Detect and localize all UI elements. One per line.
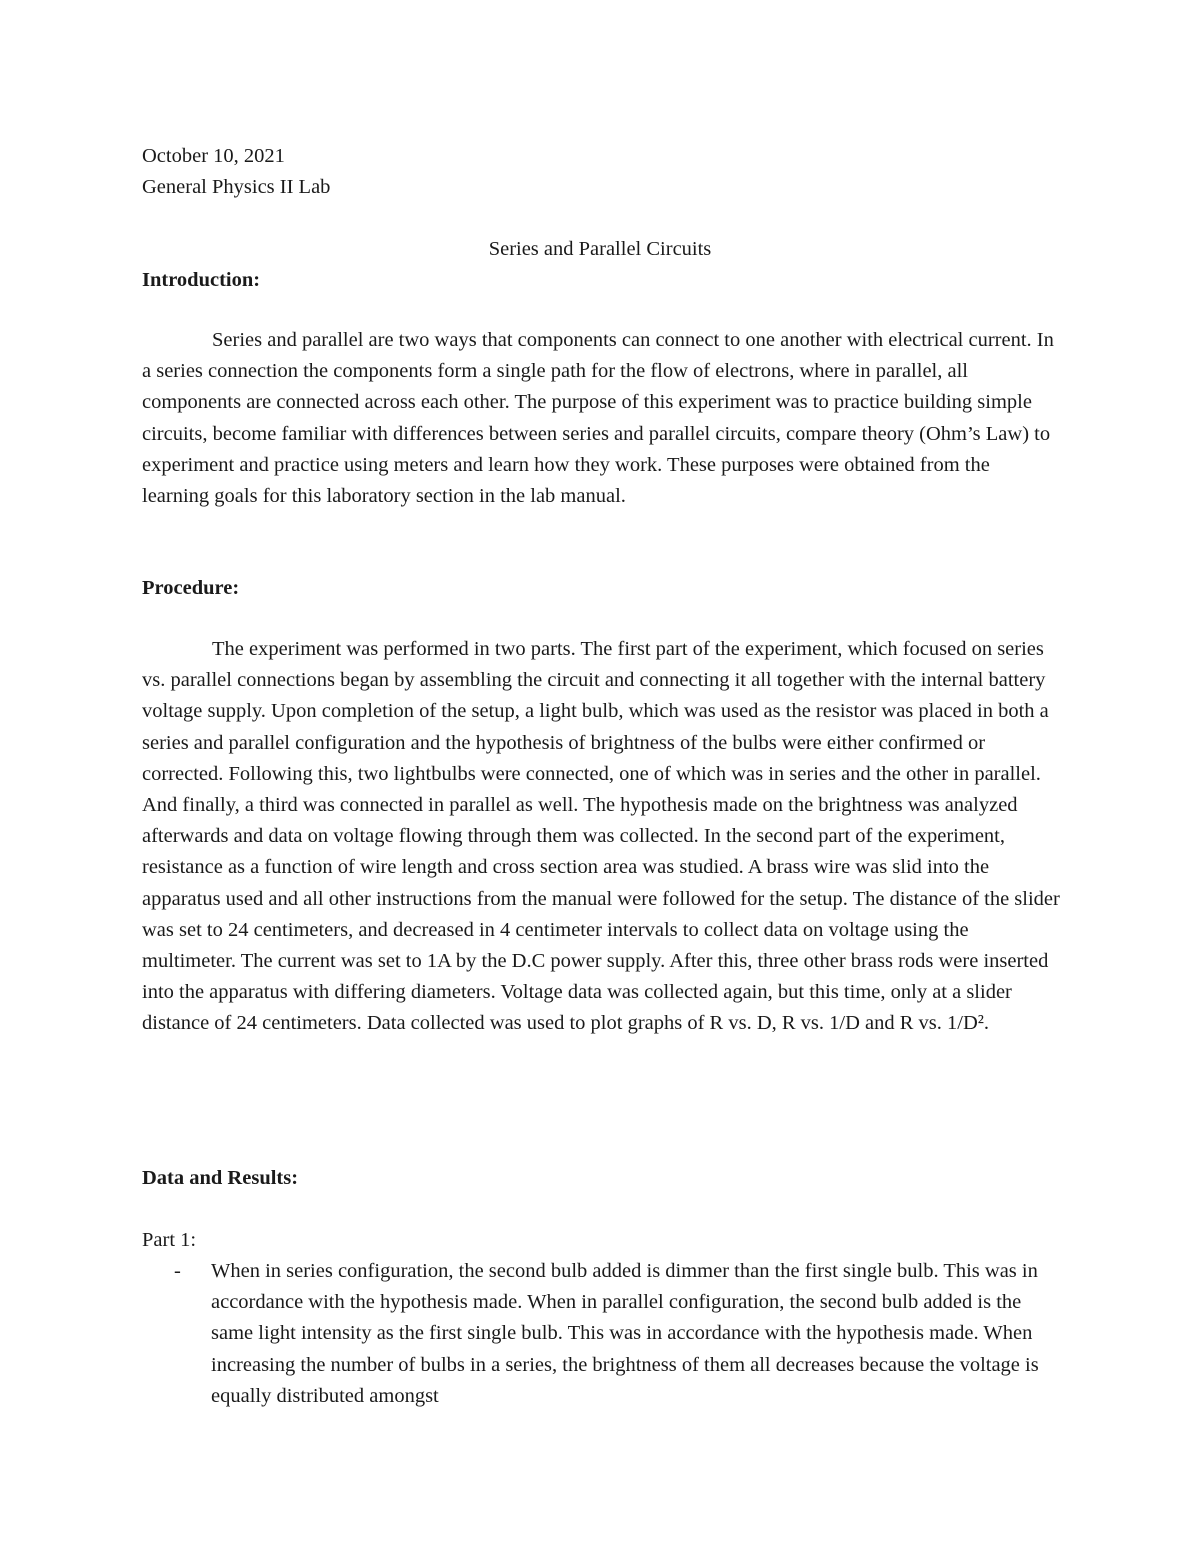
course-name: General Physics II Lab [142, 176, 331, 198]
data-results-heading: Data and Results: [142, 1167, 299, 1189]
bullet-item: When in series configuration, the second bulb added is dimmer than the first single bulb. This was in accordance with the hypothesis made. When in parallel configuration, the second bulb added is the same light intensity as the first single bulb. This was in accordance with the hypothesis made. When increasing the number of bulbs in a series, the brightness of them all decreases because the voltage is equally distributed amongst [211, 1260, 1039, 1407]
introduction-heading: Introduction: [142, 269, 261, 291]
procedure-heading: Procedure: [142, 577, 240, 599]
introduction-paragraph: Series and parallel are two ways that components can connect to one another with electrical current. In a series connection the components form a single path for the flow of electrons, where in parallel, all components are connected across each other. The purpose of this experiment was to practice building simple circuits, become familiar with differences between series and parallel circuits, compare theory (Ohm’s Law) to experiment and practice using meters and learn how they work. These purposes were obtained from the learning goals for this laboratory section in the lab manual. [142, 329, 1054, 508]
bullet-marker: - [174, 1260, 181, 1282]
procedure-paragraph: The experiment was performed in two parts. The first part of the experiment, which focused on series vs. parallel connections began by assembling the circuit and connecting it all together with the internal battery voltage supply. Upon completion of the setup, a light bulb, which was used as the resistor was placed in both a series and parallel configuration and the hypothesis of brightness of the bulbs were either confirmed or corrected. Following this, two lightbulbs were connected, one of which was in series and the other in parallel. And finally, a third was connected in parallel as well. The hypothesis made on the brightness was analyzed afterwards and data on voltage flowing through them was collected. In the second part of the experiment, resistance as a function of wire length and cross section area was studied. A brass wire was slid into the apparatus used and all other instructions from the manual were followed for the setup. The distance of the slider was set to 24 centimeters, and decreased in 4 centimeter intervals to collect data on voltage using the multimeter. The current was set to 1A by the D.C power supply. After this, three other brass rods were inserted into the apparatus with differing diameters. Voltage data was collected again, but this time, only at a slider distance of 24 centimeters. Data collected was used to plot graphs of R vs. D, R vs. 1/D and R vs. 1/D². [142, 638, 1060, 1035]
document-title: Series and Parallel Circuits [488, 238, 712, 260]
part-label: Part 1: [142, 1229, 197, 1251]
document-date: October 10, 2021 [142, 145, 285, 167]
